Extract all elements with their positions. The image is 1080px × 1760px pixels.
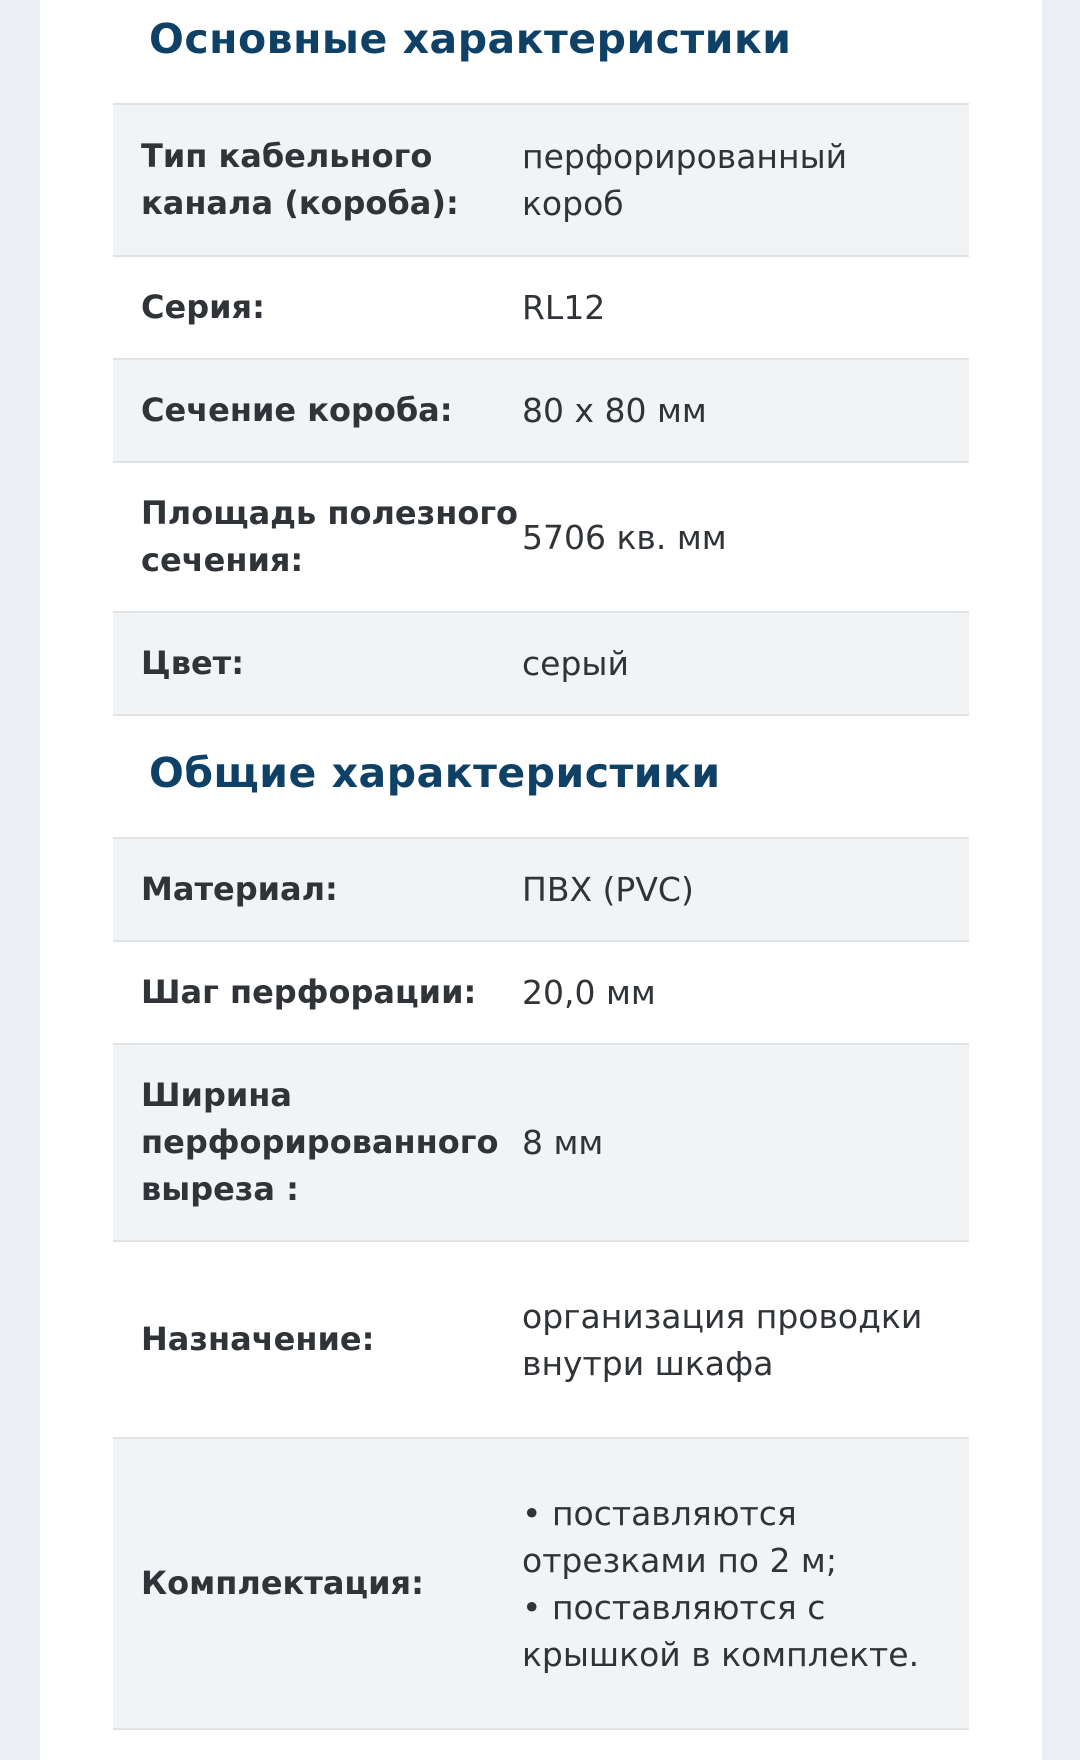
spec-label: Ширина перфорированного выреза : [141, 1076, 499, 1208]
spec-row-purpose [113, 1242, 969, 1439]
spec-value: • поставляются отрезками по 2 м; • поставляются с крышкой в комплекте. [522, 1493, 920, 1674]
spec-row-cable-channel-type [113, 105, 969, 257]
spec-label: Цвет: [141, 644, 244, 682]
spec-value: серый [522, 644, 629, 683]
spec-label: Сечение короба: [141, 391, 453, 429]
spec-row-package-contents [113, 1439, 969, 1730]
main-specs-table [113, 103, 969, 716]
spec-row-cross-section [113, 360, 969, 463]
spec-row-material [113, 839, 969, 942]
spec-value: организация проводки внутри шкафа [522, 1296, 923, 1383]
spec-value: 5706 кв. мм [522, 517, 727, 557]
spec-value: ПВХ (PVC) [522, 870, 694, 909]
spec-row-color [113, 613, 969, 716]
spec-label: Назначение: [141, 1320, 375, 1358]
spec-label: Шаг перфорации: [141, 973, 477, 1011]
spec-label: Комплектация: [141, 1564, 424, 1602]
spec-value: перфорированный короб [522, 137, 848, 223]
spec-row-useful-area [113, 463, 969, 613]
spec-row-perforation-pitch [113, 942, 969, 1045]
spec-label: Серия: [141, 288, 265, 326]
spec-value: 20,0 мм [522, 973, 656, 1012]
spec-row-series [113, 257, 969, 360]
general-specs-table [113, 837, 969, 1730]
specifications-card [40, 0, 1042, 1760]
spec-value: 80 x 80 мм [522, 391, 707, 430]
spec-value: RL12 [522, 288, 606, 327]
spec-label: Тип кабельного канала (короба): [141, 137, 459, 222]
spec-label: Площадь полезного сечения: [141, 494, 519, 579]
spec-value: 8 мм [522, 1123, 604, 1162]
general-specs-title: Общие характеристики [149, 749, 721, 797]
spec-row-cutout-width [113, 1045, 969, 1242]
main-specs-title: Основные характеристики [149, 15, 792, 63]
spec-label: Материал: [141, 870, 338, 908]
